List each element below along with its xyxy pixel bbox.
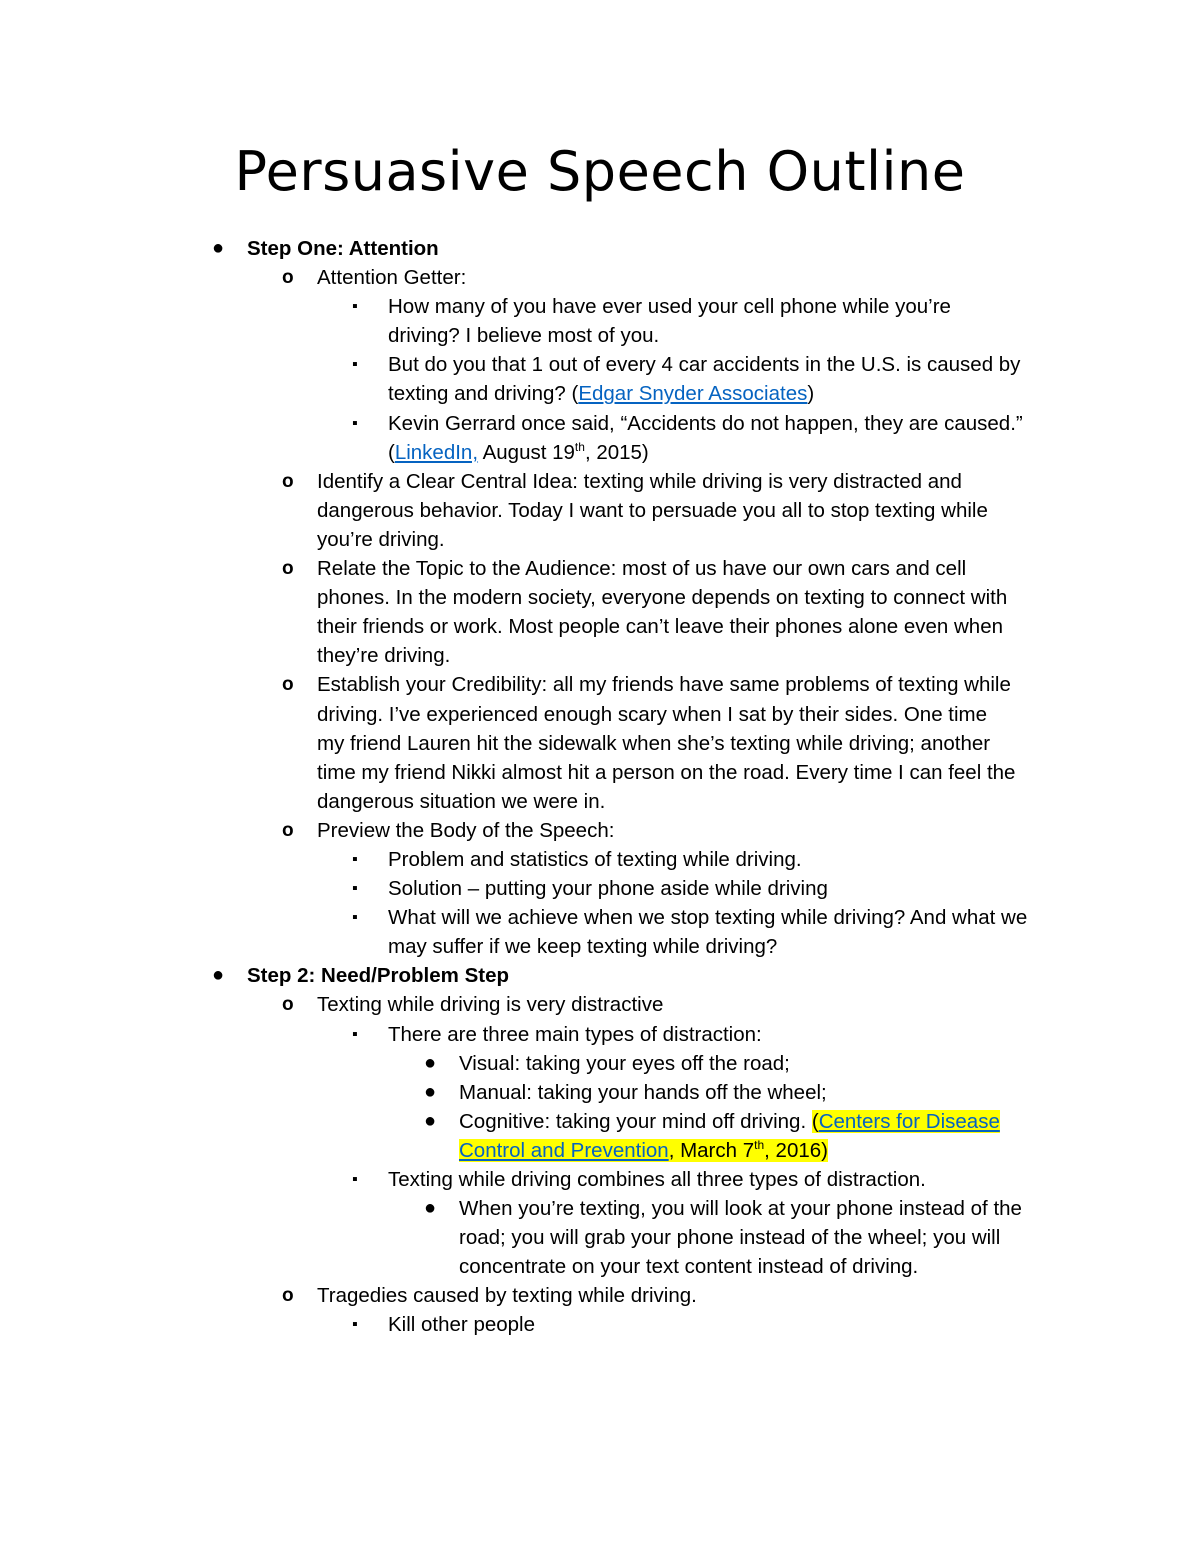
statistic-end: ) xyxy=(807,382,815,406)
list-item xyxy=(0,1194,1200,1281)
distraction-type: Visual: taking your eyes off the road; xyxy=(459,1051,790,1075)
bullet-square-icon: ▪ xyxy=(352,909,358,927)
bullet-circle-icon: o xyxy=(282,267,294,289)
citation-end: , 2016) xyxy=(764,1138,828,1162)
ordinal-suffix: th xyxy=(754,1138,765,1153)
bullet-dot-icon: ● xyxy=(424,1051,437,1074)
list-item xyxy=(0,1078,1200,1107)
list-item xyxy=(0,350,1200,408)
citation-date: , March 7 xyxy=(668,1138,755,1162)
list-item xyxy=(0,903,1200,961)
list-item xyxy=(0,1281,1200,1310)
bullet-square-icon: ▪ xyxy=(352,850,358,868)
bullet-dot-icon: ● xyxy=(212,964,225,987)
bullet-dot-icon: ● xyxy=(424,1080,437,1103)
bullet-square-icon: ▪ xyxy=(352,356,358,374)
central-idea: Identify a Clear Central Idea: texting while driving is very distracted and dangerous behavior. Today I want to persuade you all to stop texting while you’re driving. xyxy=(317,469,988,551)
bullet-circle-icon: o xyxy=(282,994,294,1016)
list-item xyxy=(0,990,1200,1019)
distraction-type xyxy=(459,1107,1034,1165)
tragedies-label: Tragedies caused by texting while driving. xyxy=(317,1284,697,1308)
list-item xyxy=(0,234,1200,263)
list-item xyxy=(0,409,1200,467)
bullet-circle-icon: o xyxy=(282,558,294,580)
bullet-dot-icon: ● xyxy=(424,1109,437,1132)
explain-text: When you’re texting, you will look at your phone instead of the road; you will grab your phone instead of the wheel; you will concentrate on your text content instead of driving. xyxy=(459,1197,1022,1279)
list-item xyxy=(0,874,1200,903)
attention-question: How many of you have ever used your cell phone while you’re driving? I believe most of you. xyxy=(388,295,951,348)
linkedin-link[interactable]: LinkedIn, xyxy=(394,440,479,464)
bullet-circle-icon: o xyxy=(282,470,294,492)
relate-topic: Relate the Topic to the Audience: most of us have our own cars and cell phones. In the modern society, everyone depends on texting to connect with their friends or work. Most people can’t leave their phones alone even when they’re driving. xyxy=(317,557,1008,668)
list-item xyxy=(0,1049,1200,1078)
step-heading: Step 2: Need/Problem Step xyxy=(247,964,510,988)
bullet-square-icon: ▪ xyxy=(352,1316,358,1334)
list-item xyxy=(0,1165,1200,1194)
outline-list xyxy=(0,234,1200,1340)
list-item xyxy=(0,1310,1200,1339)
edgar-snyder-link[interactable]: Edgar Snyder Associates xyxy=(578,382,808,406)
bullet-circle-icon: o xyxy=(282,819,294,841)
citation-open: ( xyxy=(811,1109,819,1133)
distraction-types-label: There are three main types of distraction: xyxy=(388,1022,762,1046)
quote-end: , 2015) xyxy=(584,440,649,464)
statistic-text: But do you that 1 out of every 4 car accidents in the U.S. is caused by texting and driving? ( xyxy=(388,353,1021,406)
bullet-circle-icon: o xyxy=(282,674,294,696)
list-item xyxy=(0,1107,1200,1165)
list-item xyxy=(0,961,1200,990)
quote-date: August 19 xyxy=(478,440,575,464)
bullet-square-icon: ▪ xyxy=(352,298,358,316)
attention-quote xyxy=(388,409,1028,467)
preview-point: Solution – putting your phone aside while driving xyxy=(388,877,828,901)
preview-point: What will we achieve when we stop texting while driving? And what we may suffer if we keep texting while driving? xyxy=(388,906,1028,959)
bullet-dot-icon: ● xyxy=(424,1197,437,1220)
list-item xyxy=(0,1020,1200,1049)
quote-text: Kevin Gerrard once said, “Accidents do not happen, they are caused.” ( xyxy=(388,411,1023,464)
list-item xyxy=(0,467,1200,554)
bullet-square-icon: ▪ xyxy=(352,414,358,432)
step-heading: Step One: Attention xyxy=(247,237,439,260)
bullet-square-icon: ▪ xyxy=(352,880,358,898)
cognitive-text: Cognitive: taking your mind off driving. xyxy=(459,1109,812,1133)
attention-statistic xyxy=(388,350,1028,408)
bullet-dot-icon: ● xyxy=(212,237,225,259)
combines-text: Texting while driving combines all three types of distraction. xyxy=(388,1168,926,1191)
list-item xyxy=(0,292,1200,350)
attention-getter-label: Attention Getter: xyxy=(317,266,467,290)
list-item xyxy=(0,554,1200,670)
distraction-type: Manual: taking your hands off the wheel; xyxy=(459,1080,827,1104)
preview-label: Preview the Body of the Speech: xyxy=(317,818,615,842)
preview-point: Problem and statistics of texting while driving. xyxy=(388,847,802,871)
ordinal-suffix: th xyxy=(574,439,585,454)
bullet-square-icon: ▪ xyxy=(352,1025,358,1043)
credibility: Establish your Credibility: all my friends have same problems of texting while driving. I’ve experienced enough scary when I sat by their sides. One time my friend Lauren hit the sidewalk when she’s texting while driving; another time my friend Nikki almost hit a person on the road. Every time I can feel the dangerous situation we were in. xyxy=(317,673,1016,813)
tragedy-point: Kill other people xyxy=(388,1313,536,1337)
bullet-square-icon: ▪ xyxy=(352,1171,358,1188)
cdc-link[interactable]: Centers for Disease Control and Prevention xyxy=(459,1109,1000,1162)
list-item xyxy=(0,263,1200,292)
list-item xyxy=(0,845,1200,874)
distractive-label: Texting while driving is very distractive xyxy=(317,993,664,1017)
document-title: Persuasive Speech Outline xyxy=(234,140,966,203)
list-item xyxy=(0,816,1200,845)
bullet-circle-icon: o xyxy=(282,1285,294,1307)
list-item xyxy=(0,670,1200,815)
